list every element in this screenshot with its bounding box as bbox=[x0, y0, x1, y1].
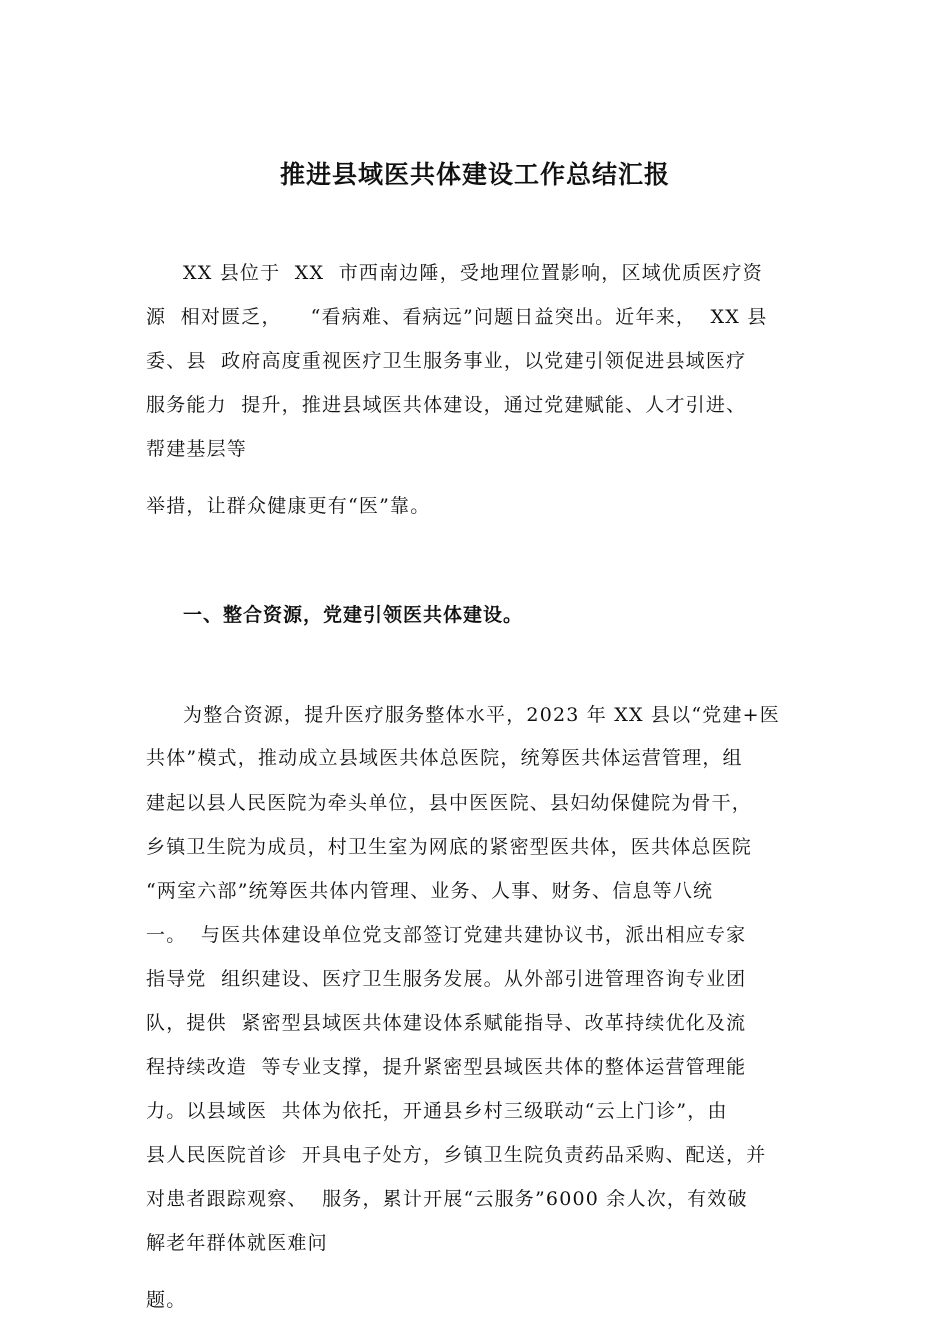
section-line-9: 程持续改造 等专业支撑，提升紧密型县域医共体的整体运营管理能 bbox=[146, 1056, 747, 1078]
intro-line-2: 源 相对匮乏， “看病难、看病远”问题日益突出。近年来， XX 县 bbox=[146, 306, 768, 328]
section-line-6: 一。 与医共体建设单位党支部签订党建共建协议书，派出相应专家 bbox=[146, 924, 747, 946]
section-line-5: “两室六部”统筹医共体内管理、业务、人事、财务、信息等八统 bbox=[146, 880, 714, 902]
section-line-1: 为整合资源，提升医疗服务整体水平，2023 年 XX 县以“党建+医 bbox=[183, 704, 780, 726]
section-line-2: 共体”模式，推动成立县域医共体总医院，统筹医共体运营管理，组 bbox=[146, 747, 743, 769]
intro-line-4: 服务能力 提升，推进县域医共体建设，通过党建赋能、人才引进、 bbox=[146, 394, 747, 416]
section-line-14: 题。 bbox=[146, 1289, 187, 1311]
section-line-12: 对患者跟踪观察、 服务，累计开展“云服务”6000 余人次，有效破 bbox=[146, 1188, 748, 1210]
section-line-13: 解老年群体就医难问 bbox=[146, 1232, 328, 1254]
intro-line-5: 帮建基层等 bbox=[146, 438, 248, 460]
section-line-10: 力。以县域医 共体为依托，开通县乡村三级联动“云上门诊”，由 bbox=[146, 1100, 728, 1122]
section-line-4: 乡镇卫生院为成员，村卫生室为网底的紧密型医共体，医共体总医院 bbox=[146, 836, 753, 858]
document-title: 推进县域医共体建设工作总结汇报 bbox=[279, 160, 670, 189]
section-line-7: 指导党 组织建设、医疗卫生服务发展。从外部引进管理咨询专业团 bbox=[146, 968, 747, 990]
section-line-8: 队，提供 紧密型县域医共体建设体系赋能指导、改革持续优化及流 bbox=[146, 1012, 747, 1034]
intro-line-6: 举措，让群众健康更有“医”靠。 bbox=[146, 495, 431, 517]
section-line-11: 县人民医院首诊 开具电子处方，乡镇卫生院负责药品采购、配送，并 bbox=[146, 1144, 767, 1166]
intro-line-3: 委、县 政府高度重视医疗卫生服务事业，以党建引领促进县域医疗 bbox=[146, 350, 747, 372]
section-line-3: 建起以县人民医院为牵头单位，县中医医院、县妇幼保健院为骨干， bbox=[146, 792, 753, 814]
section-heading: 一、整合资源，党建引领医共体建设。 bbox=[183, 604, 524, 626]
intro-line-1: XX 县位于 XX 市西南边陲，受地理位置影响，区域优质医疗资 bbox=[183, 262, 763, 284]
